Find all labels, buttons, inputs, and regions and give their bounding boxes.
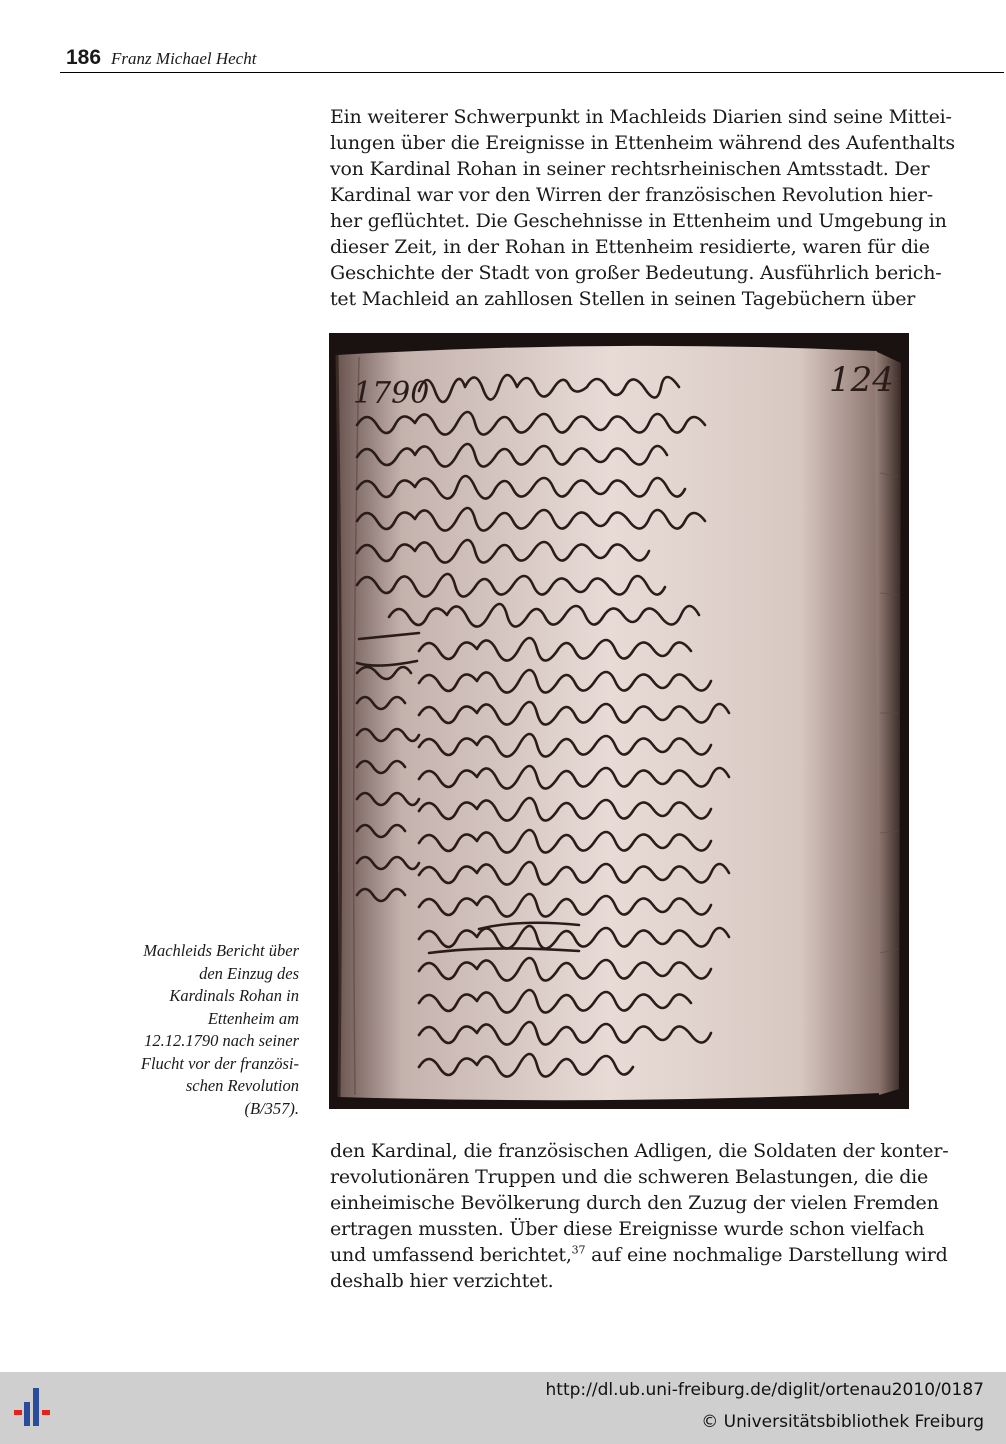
text-line: dieser Zeit, in der Rohan in Ettenheim residierte, waren für die (330, 236, 930, 258)
manuscript-photo (329, 333, 909, 1109)
text-line: deshalb hier verzichtet. (330, 1270, 554, 1292)
footnote-ref[interactable]: 37 (571, 1243, 586, 1257)
source-url-link[interactable]: http://dl.ub.uni-freiburg.de/diglit/ortenau2010/0187 (545, 1380, 984, 1400)
running-header-author: Franz Michael Hecht (111, 49, 257, 68)
handwritten-year: 1790 (353, 376, 430, 411)
paragraph-1 (330, 104, 955, 312)
caption-line: (B/357). (244, 1098, 299, 1118)
text-line: den Kardinal, die französischen Adligen, die Soldaten der konter- (330, 1140, 949, 1162)
caption-line: Kardinals Rohan in (169, 986, 299, 1005)
ub-freiburg-logo-icon (0, 1382, 70, 1438)
caption-line: den Einzug des (199, 963, 299, 983)
text-fragment: auf eine nochmalige Darstellung wird (585, 1244, 948, 1266)
running-header (66, 46, 1002, 72)
text-line: Kardinal war vor den Wirren der französischen Revolution hier- (330, 184, 933, 206)
text-line: lungen über die Ereignisse in Ettenheim während des Aufenthalts (330, 132, 955, 154)
caption-line: Flucht vor der französi- (140, 1053, 299, 1073)
text-line: her geflüchtet. Die Geschehnisse in Ettenheim und Umgebung in (330, 210, 947, 232)
text-line: ertragen mussten. Über diese Ereignisse wurde schon vielfach (330, 1218, 925, 1240)
caption-line: Ettenheim am (207, 1008, 299, 1028)
text-line: Geschichte der Stadt von großer Bedeutung. Ausführlich berich- (330, 262, 942, 284)
text-fragment: und umfassend berichtet, (330, 1244, 572, 1266)
text-line: von Kardinal Rohan in seiner rechtsrheinischen Amtsstadt. Der (330, 158, 930, 180)
header-rule (60, 72, 1004, 73)
handwritten-page-number: 124 (829, 360, 894, 400)
copyright-notice: © Universitätsbibliothek Freiburg (701, 1412, 984, 1432)
text-line: Ein weiterer Schwerpunkt in Machleids Diarien sind seine Mittei- (330, 106, 952, 128)
page-number: 186 (66, 46, 102, 69)
text-line: tet Machleid an zahllosen Stellen in seinen Tagebüchern über (330, 288, 916, 310)
library-footer (0, 1372, 1006, 1444)
figure-caption (100, 940, 299, 1120)
caption-line: 12.12.1790 nach seiner (144, 1031, 299, 1050)
text-line: einheimische Bevölkerung durch den Zuzug der vielen Fremden (330, 1192, 939, 1214)
caption-line: schen Revolution (185, 1076, 299, 1095)
caption-line: Machleids Bericht über (143, 941, 299, 960)
text-line (330, 1242, 948, 1268)
manuscript-image (329, 333, 909, 1109)
text-line: revolutionären Truppen und die schweren Belastungen, die die (330, 1166, 929, 1188)
paragraph-2 (330, 1138, 949, 1294)
